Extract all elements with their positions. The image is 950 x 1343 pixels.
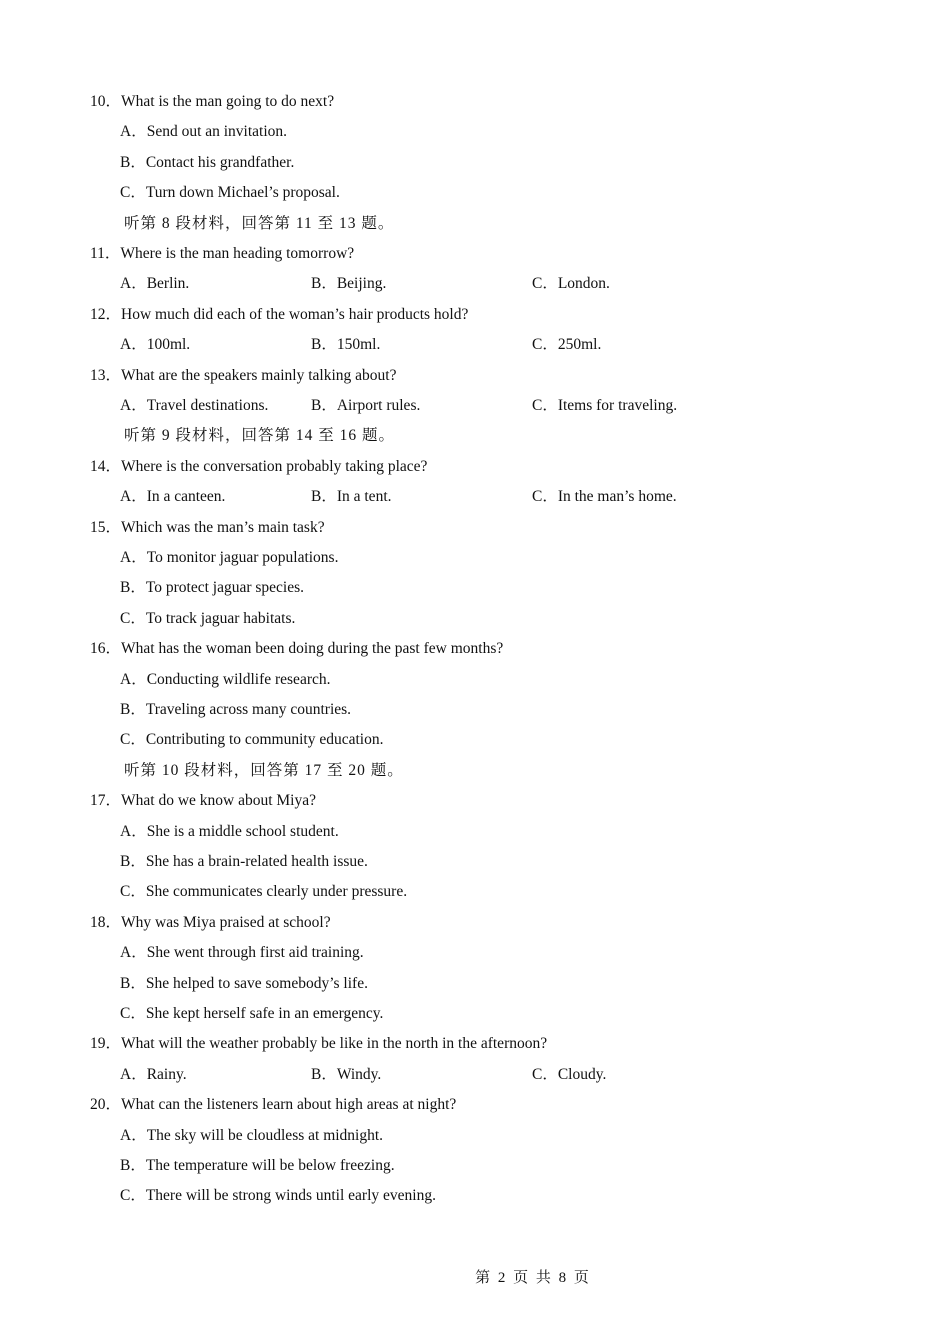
option-a: A．100ml. <box>120 336 191 353</box>
question: 19．What will the weather probably be like in the north in the afternoon? <box>90 1035 548 1052</box>
answer-option: C．Turn down Michael’s proposal. <box>120 184 340 201</box>
question: 16．What has the woman been doing during the past few months? <box>90 640 504 657</box>
option-c: C．250ml. <box>532 336 602 353</box>
section-instruction: 听第 8 段材料，回答第 11 至 13 题。 <box>124 215 395 232</box>
option-a: A．Berlin. <box>120 275 190 292</box>
question: 13．What are the speakers mainly talking about? <box>90 367 397 384</box>
option-a: A．Travel destinations. <box>120 397 269 414</box>
answer-option: A．The sky will be cloudless at midnight. <box>120 1127 384 1144</box>
option-b: B．In a tent. <box>311 488 392 505</box>
question: 18．Why was Miya praised at school? <box>90 914 331 931</box>
section-instruction: 听第 9 段材料，回答第 14 至 16 题。 <box>124 427 396 444</box>
question: 17．What do we know about Miya? <box>90 792 316 809</box>
question: 15．Which was the man’s main task? <box>90 519 325 536</box>
answer-option: B．Traveling across many countries. <box>120 701 352 718</box>
answer-option: A．To monitor jaguar populations. <box>120 549 339 566</box>
answer-option: B．To protect jaguar species. <box>120 579 304 596</box>
answer-option: B．Contact his grandfather. <box>120 154 295 171</box>
option-b: B．Airport rules. <box>311 397 421 414</box>
page-footer: 第 2 页 共 8 页 <box>475 1270 591 1286</box>
option-c: C．Items for traveling. <box>532 397 678 414</box>
answer-option: A．She went through first aid training. <box>120 944 364 961</box>
question: 20．What can the listeners learn about high areas at night? <box>90 1096 457 1113</box>
answer-option: A．She is a middle school student. <box>120 823 339 840</box>
option-b: B．150ml. <box>311 336 381 353</box>
option-a: A．Rainy. <box>120 1066 187 1083</box>
option-b: B．Beijing. <box>311 275 387 292</box>
answer-option: C．She kept herself safe in an emergency. <box>120 1005 384 1022</box>
section-instruction: 听第 10 段材料，回答第 17 至 20 题。 <box>124 762 404 779</box>
answer-option: A．Conducting wildlife research. <box>120 671 331 688</box>
answer-option: C．Contributing to community education. <box>120 731 384 748</box>
option-b: B．Windy. <box>311 1066 382 1083</box>
answer-option: C．There will be strong winds until early evening. <box>120 1187 436 1204</box>
answer-option: A．Send out an invitation. <box>120 123 288 140</box>
answer-option: B．She has a brain-related health issue. <box>120 853 368 870</box>
option-c: C．In the man’s home. <box>532 488 677 505</box>
question: 14．Where is the conversation probably taking place? <box>90 458 428 475</box>
option-a: A．In a canteen. <box>120 488 226 505</box>
answer-option: C．She communicates clearly under pressure. <box>120 883 408 900</box>
question: 11．Where is the man heading tomorrow? <box>90 245 355 262</box>
option-c: C．London. <box>532 275 610 292</box>
question: 12．How much did each of the woman’s hair products hold? <box>90 306 469 323</box>
answer-option: C．To track jaguar habitats. <box>120 610 296 627</box>
question: 10．What is the man going to do next? <box>90 93 335 110</box>
answer-option: B．She helped to save somebody’s life. <box>120 975 368 992</box>
option-c: C．Cloudy. <box>532 1066 607 1083</box>
answer-option: B．The temperature will be below freezing. <box>120 1157 395 1174</box>
